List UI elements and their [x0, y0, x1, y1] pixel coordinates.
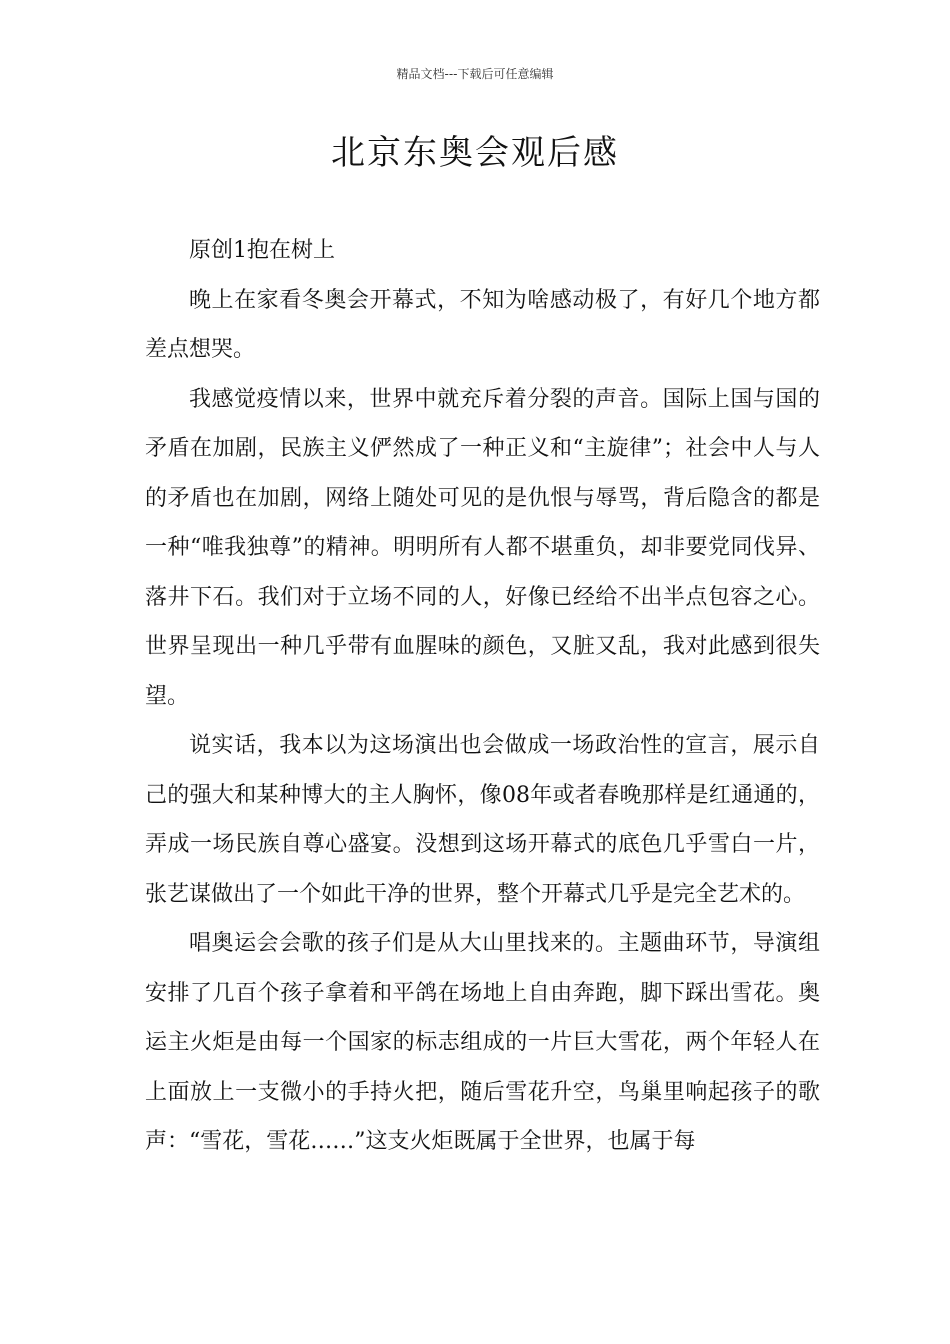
paragraph: 唱奥运会会歌的孩子们是从大山里找来的。主题曲环节，导演组安排了几百个孩子拿着和平鸽在场地上自由奔跑，脚下踩出雪花。奥运主火炬是由每一个国家的标志组成的一片巨大雪花，两个年轻人在上面放上一支微小的手持火把，随后雪花升空，鸟巢里响起孩子的歌声：“雪花，雪花……”这支火炬既属于全世界，也属于每	[145, 931, 820, 1154]
paragraph: 我感觉疫情以来，世界中就充斥着分裂的声音。国际上国与国的矛盾在加剧，民族主义俨然成了一种正义和“主旋律”；社会中人与人的矛盾也在加剧，网络上随处可见的是仇恨与辱骂，背后隐含的都是一种“唯我独尊”的精神。明明所有人都不堪重负，却非要党同伐异、落井下石。我们对于立场不同的人，好像已经给不出半点包容之心。世界呈现出一种几乎带有血腥味的颜色，又脏又乱，我对此感到很失望。	[145, 386, 820, 709]
document-title: 北京东奥会观后感	[331, 133, 619, 173]
author-line: 原创1抱在树上	[189, 238, 335, 263]
paragraph: 晚上在家看冬奥会开幕式，不知为啥感动极了，有好几个地方都差点想哭。	[145, 287, 820, 362]
page-header-note: 精品文档---下载后可任意编辑	[396, 67, 554, 81]
document-body	[145, 226, 820, 1167]
paragraph: 说实话，我本以为这场演出也会做成一场政治性的宣言，展示自己的强大和某种博大的主人胸怀，像08年或者春晚那样是红通通的，弄成一场民族自尊心盛宴。没想到这场开幕式的底色几乎雪白一片，张艺谋做出了一个如此干净的世界，整个开幕式几乎是完全艺术的。	[145, 733, 820, 907]
